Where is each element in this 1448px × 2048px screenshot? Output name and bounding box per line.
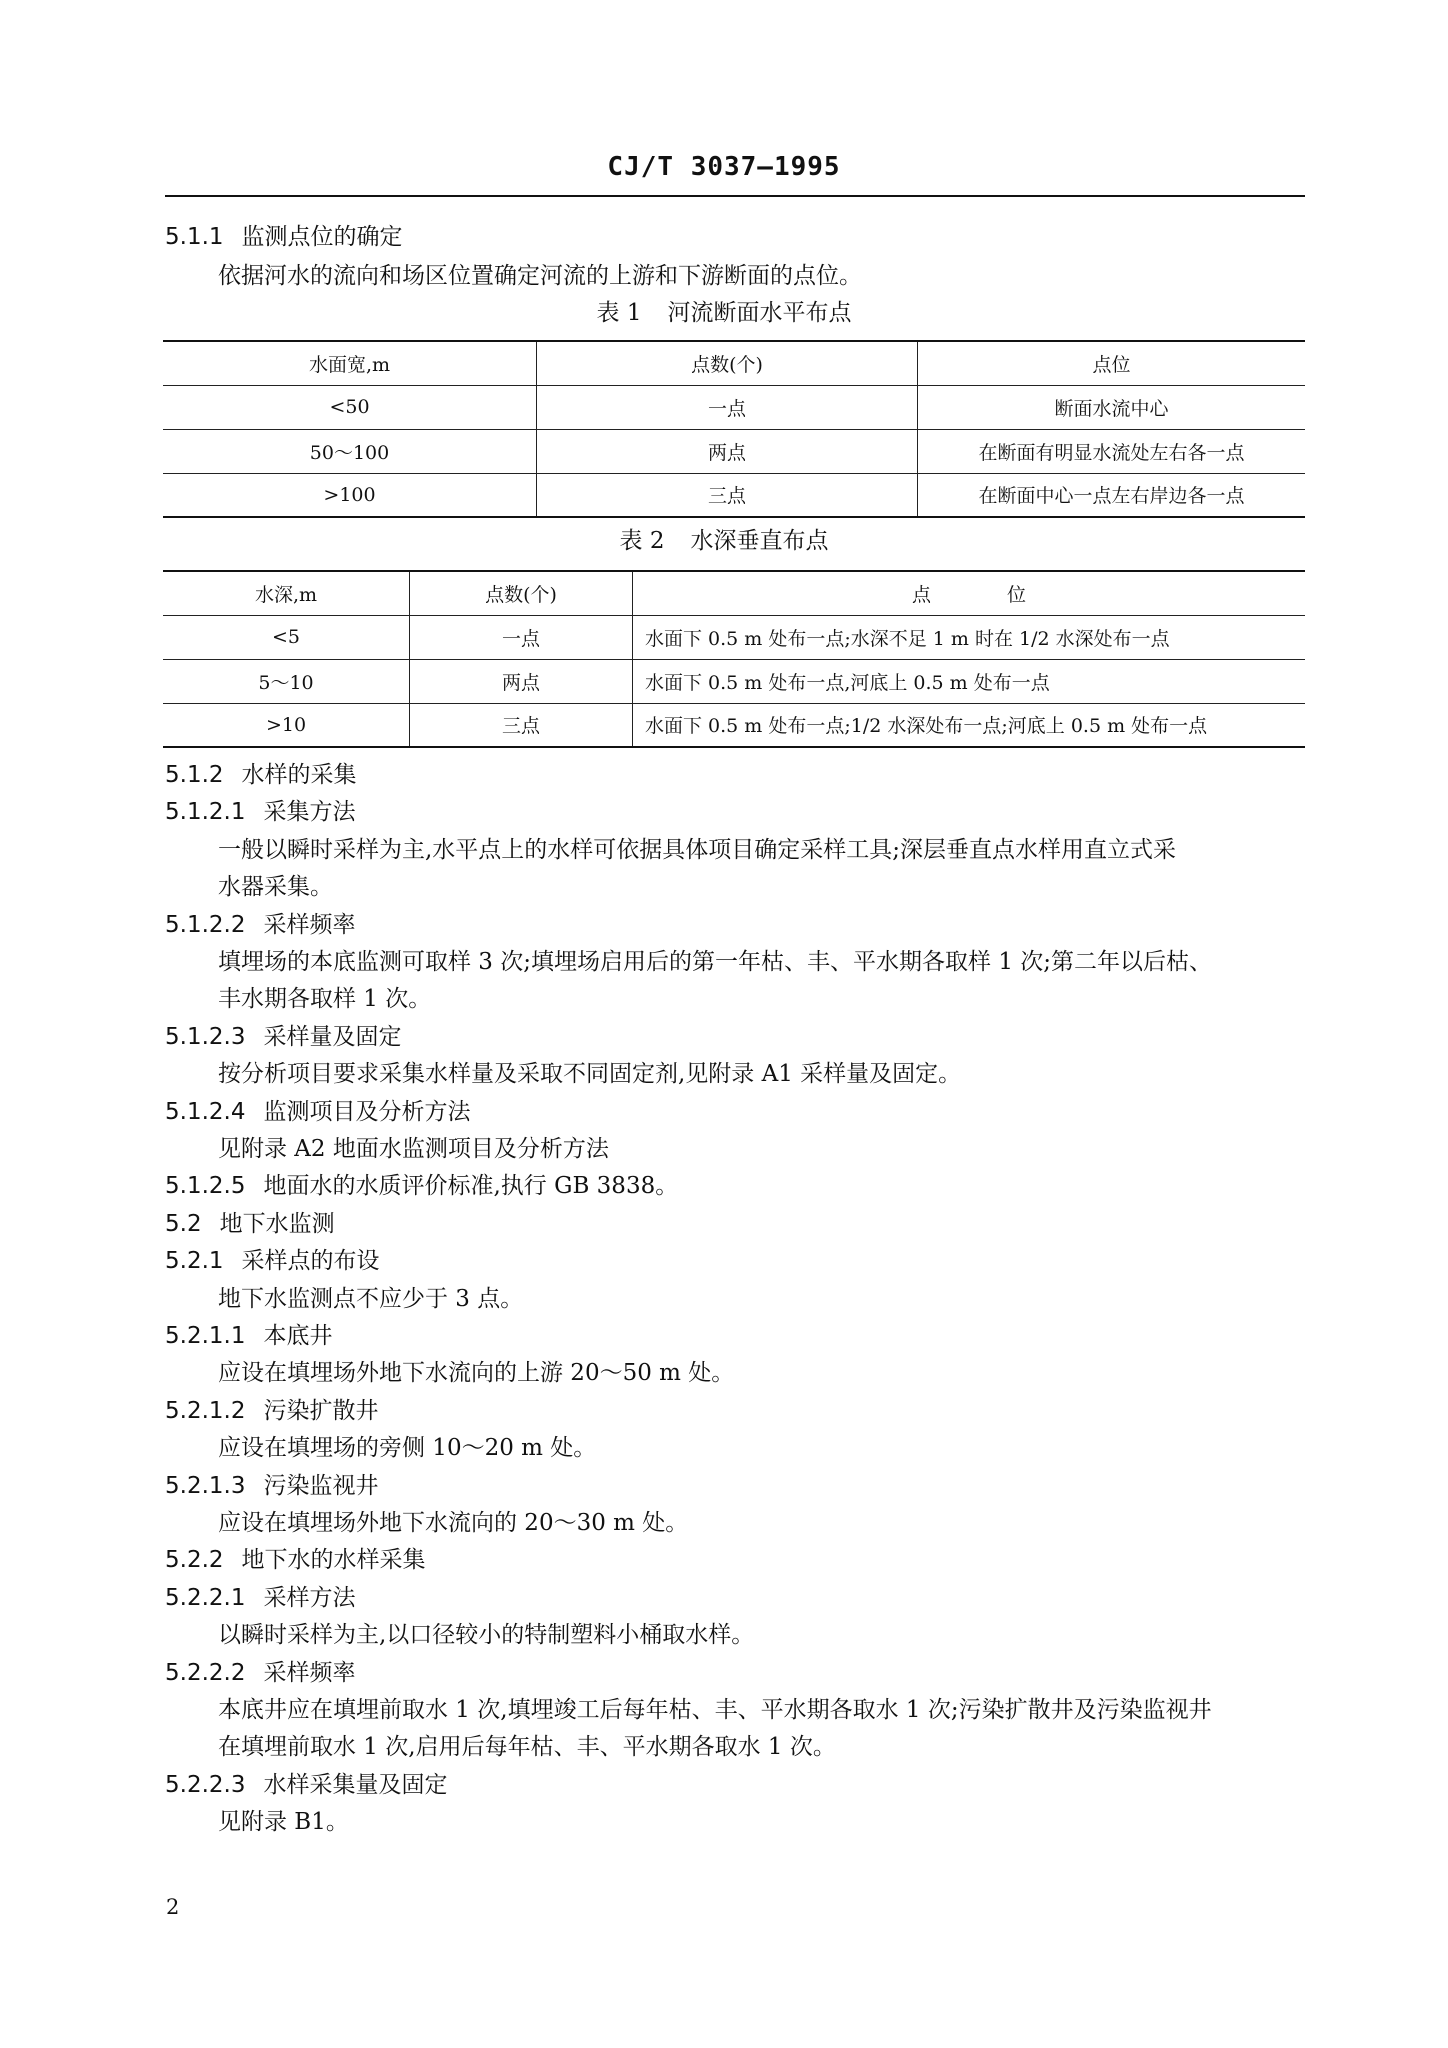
section-number: 5.1.2.4: [165, 1099, 246, 1125]
table-row: [163, 429, 1305, 473]
header-rule: [165, 195, 1305, 197]
column-header: 点 位: [633, 571, 1306, 615]
section-title: 水样的采集: [241, 762, 357, 788]
table-cell: 在断面中心一点左右岸边各一点: [918, 473, 1306, 517]
table-cell: 断面水流中心: [918, 385, 1306, 429]
section-number: 5.1.2.5: [165, 1173, 246, 1199]
section-number: 5.2.1.1: [165, 1323, 246, 1349]
section-heading: [165, 1097, 470, 1127]
section-title: 采样量及固定: [263, 1024, 402, 1050]
table-cell: 5～10: [163, 659, 410, 703]
section-number: 5.2.1.3: [165, 1473, 246, 1499]
paragraph-line: 应设在填埋场外地下水流向的上游 20～50 m 处。: [218, 1360, 735, 1386]
paragraph-line: 应设在填埋场外地下水流向的 20～30 m 处。: [218, 1510, 689, 1536]
section-number: 5.2.1.2: [165, 1398, 246, 1424]
table1-caption-number: 表 1: [596, 300, 642, 326]
table-cell: >10: [163, 703, 410, 747]
table-row: [163, 385, 1305, 429]
section-heading: [165, 910, 355, 940]
table2-caption-title: 水深垂直布点: [690, 528, 829, 554]
paragraph-line: 水器采集。: [218, 874, 333, 900]
section-title: 采样频率: [263, 912, 356, 938]
section-title: 地下水的水样采集: [241, 1547, 426, 1573]
section-number: 5.1.1: [165, 224, 224, 250]
section-heading: [165, 1209, 335, 1239]
table1-caption-title: 河流断面水平布点: [667, 300, 852, 326]
table-cell: 水面下 0.5 m 处布一点,河底上 0.5 m 处布一点: [633, 659, 1306, 703]
section-heading: [165, 1396, 378, 1426]
section-number: 5.2.2.3: [165, 1772, 246, 1798]
paragraph-line: 填埋场的本底监测可取样 3 次;填埋场启用后的第一年枯、丰、平水期各取样 1 次;第二年以后枯、: [218, 949, 1213, 975]
standard-code-header: CJ/T 3037—1995: [607, 152, 841, 182]
column-header: 点位: [918, 341, 1306, 385]
section-title: 采集方法: [263, 799, 356, 825]
table2-caption: [0, 526, 1448, 556]
section-heading: [165, 760, 357, 790]
column-header: 水面宽,m: [163, 341, 537, 385]
table-cell: 一点: [537, 385, 918, 429]
section-number: 5.2.1: [165, 1248, 224, 1274]
table-row: [163, 703, 1305, 747]
section-heading: [165, 1770, 447, 1800]
table1-caption: [0, 298, 1448, 328]
section-title: 采样方法: [263, 1585, 356, 1611]
table-header-row: [163, 571, 1305, 615]
section-number: 5.2: [165, 1211, 202, 1237]
paragraph-line: 见附录 A2 地面水监测项目及分析方法: [218, 1136, 609, 1162]
paragraph-line: 以瞬时采样为主,以口径较小的特制塑料小桶取水样。: [218, 1622, 755, 1648]
section-heading: [165, 1545, 426, 1575]
section-number: 5.2.2.1: [165, 1585, 246, 1611]
table-cell: 水面下 0.5 m 处布一点;水深不足 1 m 时在 1/2 水深处布一点: [633, 615, 1306, 659]
section-heading: [165, 797, 355, 827]
section-number: 5.1.2.2: [165, 912, 246, 938]
table-cell: 两点: [410, 659, 633, 703]
paragraph-line: 应设在填埋场的旁侧 10～20 m 处。: [218, 1435, 597, 1461]
paragraph-line: 按分析项目要求采集水样量及采取不同固定剂,见附录 A1 采样量及固定。: [218, 1061, 962, 1087]
section-number: 5.1.2: [165, 762, 224, 788]
table-cell: 水面下 0.5 m 处布一点;1/2 水深处布一点;河底上 0.5 m 处布一点: [633, 703, 1306, 747]
paragraph-line: 见附录 B1。: [218, 1809, 349, 1835]
column-header: 点数(个): [537, 341, 918, 385]
section-title: 监测点位的确定: [241, 224, 403, 250]
paragraph-line: 一般以瞬时采样为主,水平点上的水样可依据具体项目确定采样工具;深层垂直点水样用直立式采: [218, 837, 1177, 863]
table-row: [163, 659, 1305, 703]
section-title: 采样点的布设: [241, 1248, 380, 1274]
section-title: 采样频率: [263, 1660, 356, 1686]
section-heading: [165, 1658, 355, 1688]
section-heading: [165, 1471, 378, 1501]
section-number: 5.2.2.2: [165, 1660, 246, 1686]
paragraph-line: 在填埋前取水 1 次,启用后每年枯、丰、平水期各取水 1 次。: [218, 1734, 836, 1760]
section-heading: [165, 1171, 678, 1201]
section-number: 5.2.2: [165, 1547, 224, 1573]
section-heading: [165, 222, 403, 252]
section-title: 污染扩散井: [263, 1398, 379, 1424]
page-number: 2: [166, 1895, 180, 1919]
section-heading: [165, 1583, 355, 1613]
column-header: 水深,m: [163, 571, 410, 615]
section-heading: [165, 1022, 401, 1052]
section-title: 监测项目及分析方法: [263, 1099, 471, 1125]
table-cell: <50: [163, 385, 537, 429]
section-heading: [165, 1321, 332, 1351]
paragraph-line: 丰水期各取样 1 次。: [218, 986, 432, 1012]
table-row: [163, 615, 1305, 659]
table-cell: 一点: [410, 615, 633, 659]
table-cell: 两点: [537, 429, 918, 473]
section-heading: [165, 1246, 380, 1276]
section-title: 本底井: [263, 1323, 333, 1349]
table-cell: >100: [163, 473, 537, 517]
paragraph-line: 本底井应在填埋前取水 1 次,填埋竣工后每年枯、丰、平水期各取水 1 次;污染扩散井及污染监视井: [218, 1697, 1212, 1723]
table-cell: 50～100: [163, 429, 537, 473]
column-header: 点数(个): [410, 571, 633, 615]
table2-caption-number: 表 2: [619, 528, 665, 554]
table-cell: 三点: [410, 703, 633, 747]
table-cell: 在断面有明显水流处左右各一点: [918, 429, 1306, 473]
table-row: [163, 473, 1305, 517]
table2: [163, 570, 1305, 748]
section-title: 污染监视井: [263, 1473, 379, 1499]
section-title: 地面水的水质评价标准,执行 GB 3838。: [263, 1173, 679, 1199]
paragraph: 依据河水的流向和场区位置确定河流的上游和下游断面的点位。: [218, 263, 862, 289]
table1: [163, 340, 1305, 518]
section-number: 5.1.2.1: [165, 799, 246, 825]
section-title: 地下水监测: [219, 1211, 335, 1237]
section-number: 5.1.2.3: [165, 1024, 246, 1050]
table-header-row: [163, 341, 1305, 385]
table-cell: 三点: [537, 473, 918, 517]
table-cell: <5: [163, 615, 410, 659]
paragraph-line: 地下水监测点不应少于 3 点。: [218, 1286, 524, 1312]
section-title: 水样采集量及固定: [263, 1772, 448, 1798]
